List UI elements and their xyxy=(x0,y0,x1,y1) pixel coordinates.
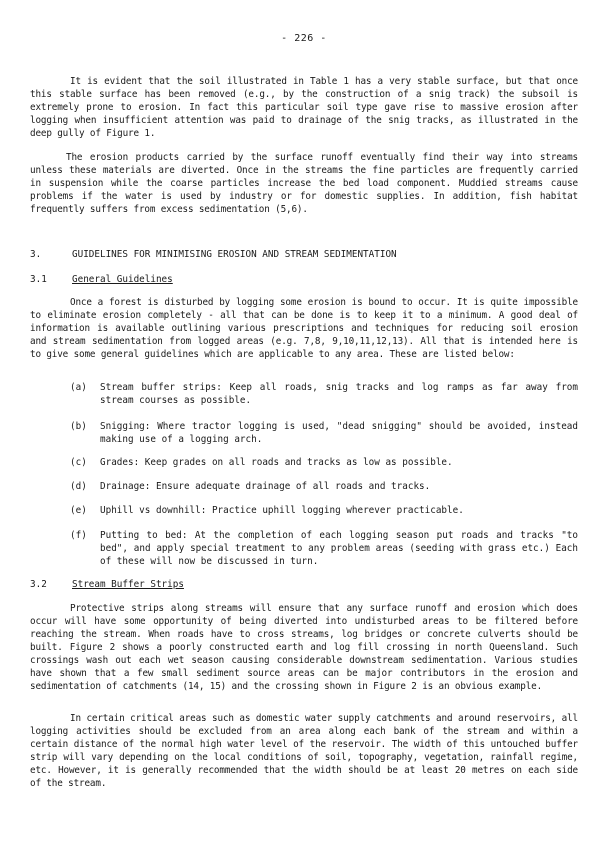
list-item-label: (d) xyxy=(70,481,87,492)
list-item-text: Drainage: Ensure adequate drainage of all roads and tracks. xyxy=(100,481,431,492)
section-title: GUIDELINES FOR MINIMISING EROSION AND STREAM SEDIMENTATION xyxy=(72,249,397,260)
subsection-number: 3.2 xyxy=(30,579,47,590)
list-item-stream-buffer-strips xyxy=(70,381,578,407)
paragraph-soil-stability: It is evident that the soil illustrated in Table 1 has a very stable surface, but that once this stable surface has been removed (e.g., by the construction of a snig track) the subsoil is extremely prone to erosion. In fact this particular soil type gave rise to massive erosion after logging when insufficient attention was paid to drainage of the snig tracks, as illustrated in the deep gully of Figure 1. xyxy=(30,76,578,139)
list-item-uphill-downhill xyxy=(70,504,578,517)
list-item-label: (f) xyxy=(70,530,87,541)
list-item-putting-to-bed xyxy=(70,529,578,568)
paragraph-protective-strips: Protective strips along streams will ensure that any surface runoff and erosion which does occur will have some opportunity of being diverted into undisturbed areas to be filtered before reaching the stream. When roads have to cross streams, log bridges or concrete culverts should be built. Figure 2 shows a poorly constructed earth and log fill crossing in north Queensland. Such crossings wash out each wet season causing considerable downstream sedimentation. Various studies have shown that a few small sediment source areas can be major contributors in the erosion and sedimentation of catchments (14, 15) and the crossing shown in Figure 2 is an obvious example. xyxy=(30,603,578,692)
section-heading-3 xyxy=(30,248,397,261)
list-item-text: Putting to bed: At the completion of each logging season put roads and tracks "to bed", and apply special treatment to any problem areas (seeding with grass etc.) Each of these will now be discussed in turn. xyxy=(100,530,578,567)
list-item-text: Uphill vs downhill: Practice uphill logging wherever practicable. xyxy=(100,505,464,516)
page-number: - 226 - xyxy=(281,33,327,44)
subsection-title: Stream Buffer Strips xyxy=(72,579,184,590)
subsection-heading-3-1 xyxy=(30,273,173,286)
list-item-drainage xyxy=(70,480,578,493)
list-item-label: (a) xyxy=(70,382,87,393)
paragraph-guidelines-intro: Once a forest is disturbed by logging some erosion is bound to occur. It is quite impossible to eliminate erosion completely - all that can be done is to keep it to a minimum. A good deal of information is available outlining various prescriptions and techniques for reducing soil erosion and stream sedimentation from logged areas (e.g. 7,8, 9,10,11,12,13). All that is intended here is to give some general guidelines which are applicable to any area. These are listed below: xyxy=(30,297,578,360)
list-item-text: Grades: Keep grades on all roads and tracks as low as possible. xyxy=(100,457,453,468)
list-item-snigging xyxy=(70,420,578,446)
subsection-heading-3-2 xyxy=(30,578,184,591)
subsection-title: General Guidelines xyxy=(72,274,173,285)
paragraph-erosion-products: The erosion products carried by the surface runoff eventually find their way into streams unless these materials are diverted. Once in the streams the fine particles are frequently carried in suspension while the coarse particles increase the bed load component. Muddied streams cause problems if the water is used by industry or for domestic supplies. In addition, fish habitat frequently suffers from excess sedimentation (5,6). xyxy=(30,152,578,215)
subsection-number: 3.1 xyxy=(30,274,47,285)
list-item-label: (b) xyxy=(70,421,87,432)
paragraph-critical-areas: In certain critical areas such as domestic water supply catchments and around reservoirs, all logging activities should be excluded from an area along each bank of the stream and within a certain distance of the normal high water level of the reservoir. The width of this untouched buffer strip will vary depending on the local conditions of soil, topography, vegetation, rainfall regime, etc. However, it is generally recommended that the width should be at least 20 metres on each side of the stream. xyxy=(30,713,578,789)
list-item-grades xyxy=(70,456,578,469)
section-number: 3. xyxy=(30,249,42,260)
list-item-label: (c) xyxy=(70,457,87,468)
list-item-text: Stream buffer strips: Keep all roads, snig tracks and log ramps as far away from stream courses as possible. xyxy=(100,382,578,406)
list-item-text: Snigging: Where tractor logging is used, "dead snigging" should be avoided, instead making use of a logging arch. xyxy=(100,421,578,445)
list-item-label: (e) xyxy=(70,505,87,516)
